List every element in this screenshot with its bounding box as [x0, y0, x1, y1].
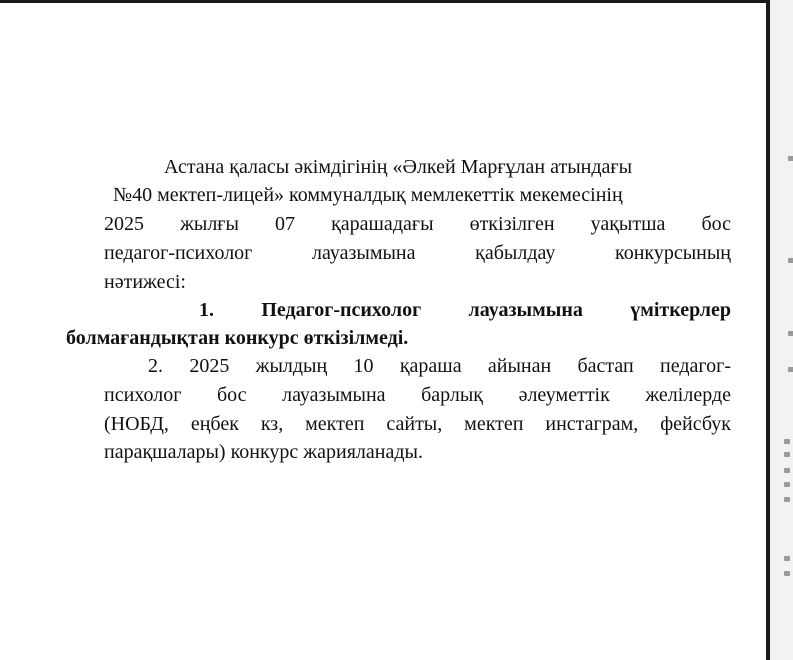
strip-mark — [788, 258, 793, 263]
strip-mark — [788, 156, 793, 161]
strip-mark — [784, 439, 790, 444]
intro-line-1: Астана қаласы әкімдігінің «Әлкей Марғұлан атындағы — [164, 156, 633, 178]
strip-mark — [788, 331, 793, 336]
intro-line-4: педагог-психолог лауазымына қабылдау конкурсының — [104, 242, 731, 264]
intro-line-3: 2025 жылғы 07 қарашадағы өткізілген уақытша бос — [104, 213, 731, 235]
item-2-line-2: психолог бос лауазымына барлық әлеуметтік желілерде — [104, 384, 731, 406]
strip-mark — [784, 452, 790, 457]
strip-mark — [784, 468, 790, 473]
item-1-line-1: 1. Педагог-психолог лауазымына үміткерлер — [199, 299, 731, 321]
intro-line-5: нәтижесі: — [104, 271, 186, 293]
strip-mark — [784, 482, 790, 487]
strip-mark — [784, 556, 790, 561]
strip-mark — [784, 497, 790, 502]
strip-mark — [788, 367, 793, 372]
strip-mark — [784, 571, 790, 576]
item-2-line-3: (НОБД, еңбек кз, мектеп сайты, мектеп инстаграм, фейсбук — [104, 413, 731, 435]
adjacent-page-strip — [770, 0, 793, 660]
item-2-line-1: 2. 2025 жылдың 10 қараша айынан бастап педагог- — [148, 355, 731, 377]
item-1-line-2: болмағандықтан конкурс өткізілмеді. — [66, 327, 409, 349]
item-2-line-4: парақшалары) конкурс жарияланады. — [104, 441, 423, 463]
intro-line-2: №40 мектеп-лицей» коммуналдық мемлекеттік мекемесінің — [113, 184, 623, 206]
